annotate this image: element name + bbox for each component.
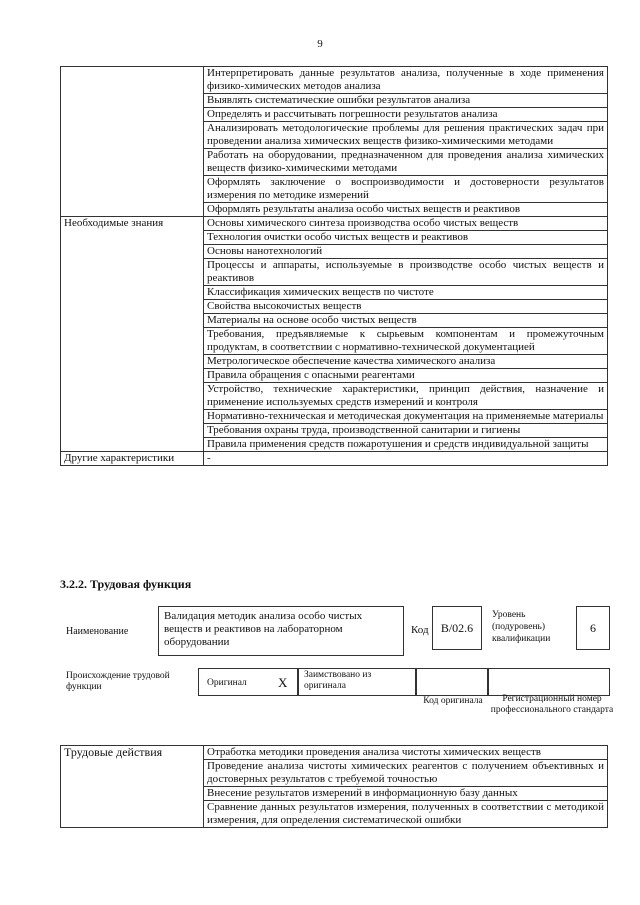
table-row (61, 746, 608, 760)
level-label: Уровень (подуровень) квалификации (492, 610, 551, 644)
knowledge-item: Нормативно-техническая и методическая документация на применяемые материалы (204, 410, 608, 424)
function-name-box: Валидация методик анализа особо чистых веществ и реактивов на лабораторном оборудовании (158, 606, 404, 656)
labor-action-item: Проведение анализа чистоты химических реагентов с получением объективных и достоверных результатов с требуемой точностью (204, 760, 608, 787)
labor-action-item: Сравнение данных результатов измерения, полученных в соответствии с методикой измерения, для определения систематической ошибки (204, 801, 608, 828)
knowledge-item: Технология очистки особо чистых веществ и реактивов (204, 231, 608, 245)
table-row (61, 217, 608, 231)
other-characteristics-label: Другие характеристики (61, 452, 204, 466)
knowledge-item: Материалы на основе особо чистых веществ (204, 314, 608, 328)
original-label: Оригинал (207, 678, 247, 688)
knowledge-item: Требования охраны труда, производственной санитарии и гигиены (204, 424, 608, 438)
knowledge-item: Устройство, технические характеристики, принцип действия, назначение и применение используемых средств измерений и контроля (204, 383, 608, 410)
skill-item: Интерпретировать данные результатов анализа, полученные в ходе применения физико-химических методов анализа (204, 67, 608, 94)
labor-action-item: Отработка методики проведения анализа чистоты химических веществ (204, 746, 608, 760)
knowledge-item: Требования, предъявляемые к сырьевым компонентам и промежуточным продуктам, в соответствии с нормативно-технической документацией (204, 328, 608, 355)
labor-action-item: Внесение результатов измерений в информационную базу данных (204, 787, 608, 801)
skill-item: Оформлять результаты анализа особо чистых веществ и реактивов (204, 203, 608, 217)
skills-label-cell (61, 67, 204, 217)
page-number: 9 (317, 38, 323, 50)
skill-item: Определять и рассчитывать погрешности результатов анализа (204, 108, 608, 122)
origin-label: Происхождение трудовой функции (66, 671, 170, 692)
knowledge-item: Правила обращения с опасными реагентами (204, 369, 608, 383)
skill-item: Работать на оборудовании, предназначенном для проведения анализа химических веществ физико-химическими методами (204, 149, 608, 176)
skill-item: Оформлять заключение о воспроизводимости и достоверности результатов измерения по методике измерений (204, 176, 608, 203)
name-label: Наименование (66, 626, 129, 637)
other-characteristics-value: - (204, 452, 608, 466)
knowledge-item: Правила применения средств пожаротушения и средств индивидуальной защиты (204, 438, 608, 452)
origin-code-cell (416, 668, 488, 696)
knowledge-label: Необходимые знания (61, 217, 204, 452)
origin-code-caption: Код оригинала (423, 696, 483, 706)
table-row (61, 67, 608, 94)
knowledge-item: Метрологическое обеспечение качества химического анализа (204, 355, 608, 369)
knowledge-item: Основы химического синтеза производства особо чистых веществ (204, 217, 608, 231)
table-row (61, 452, 608, 466)
knowledge-item: Классификация химических веществ по чистоте (204, 286, 608, 300)
knowledge-item: Процессы и аппараты, используемые в производстве особо чистых веществ и реактивов (204, 259, 608, 286)
knowledge-item: Свойства высокочистых веществ (204, 300, 608, 314)
reg-number-caption: Регистрационный номер профессионального стандарта (490, 694, 614, 715)
code-value-box: B/02.6 (432, 606, 482, 650)
section-title: 3.2.2. Трудовая функция (60, 577, 192, 591)
knowledge-item: Основы нанотехнологий (204, 245, 608, 259)
level-value-box: 6 (576, 606, 610, 650)
labor-actions-table (60, 745, 608, 828)
labor-actions-label: Трудовые действия (61, 746, 204, 828)
skill-item: Выявлять систематические ошибки результатов анализа (204, 94, 608, 108)
skills-knowledge-table (60, 66, 608, 466)
code-label: Код (411, 624, 429, 636)
skill-item: Анализировать методологические проблемы для решения практических задач при проведении анализа химических веществ физико-химическими методами (204, 122, 608, 149)
borrowed-label: Заимствовано из оригинала (304, 670, 372, 691)
original-mark: X (278, 675, 288, 690)
reg-number-cell (488, 668, 610, 696)
